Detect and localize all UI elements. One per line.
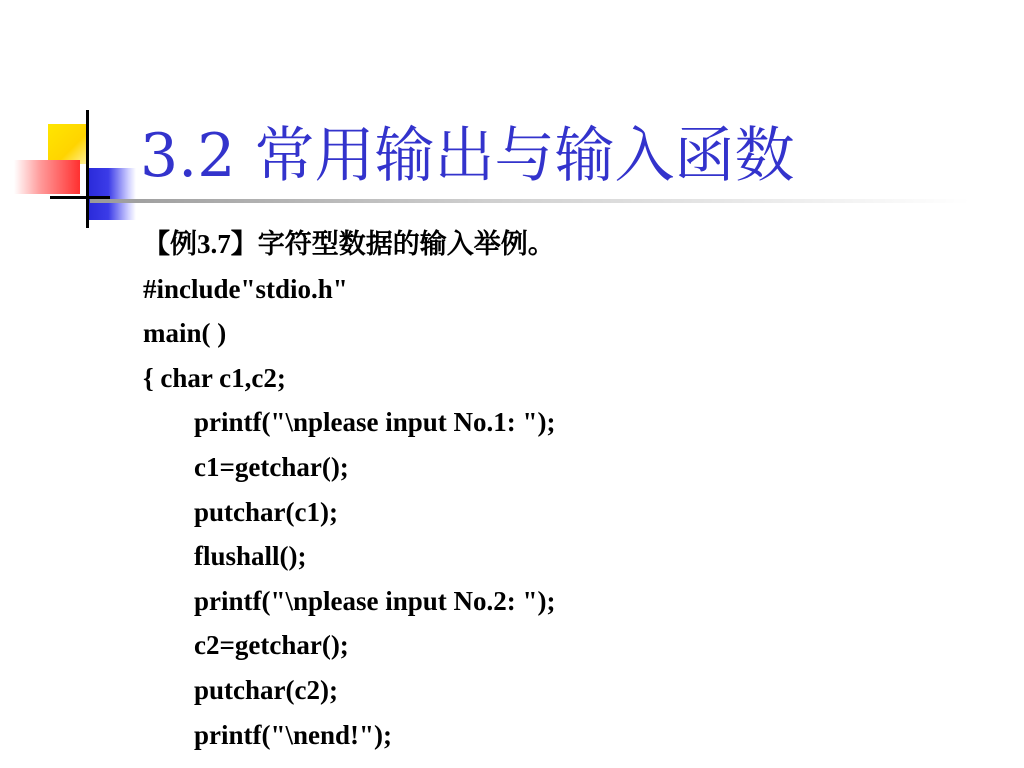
code-line-getchar-1: c1=getchar(); (194, 451, 349, 482)
decorative-blue-square (86, 168, 136, 220)
code-line-include: #include"stdio.h" (143, 273, 348, 304)
code-line-getchar-2: c2=getchar(); (194, 630, 349, 661)
code-line-putchar-2: putchar(c2); (194, 674, 338, 705)
code-line-printf-1: printf("\nplease input No.1: "); (194, 407, 556, 438)
slide-body (143, 222, 556, 757)
example-heading: 【例3.7】字符型数据的输入举例。 (143, 229, 555, 259)
decorative-yellow-square (48, 124, 88, 164)
decorative-red-bar (14, 160, 80, 194)
code-line-printf-end: printf("\nend!"); (194, 719, 392, 750)
code-line-putchar-1: putchar(c1); (194, 496, 338, 527)
code-line-declaration: { char c1,c2; (143, 362, 286, 393)
decorative-vertical-line (86, 110, 89, 228)
code-line-main: main( ) (143, 318, 227, 349)
code-line-printf-2: printf("\nplease input No.2: "); (194, 585, 556, 616)
page-title: 3.2 常用输出与输入函数 (140, 121, 795, 191)
title-underline (90, 199, 970, 203)
code-line-flushall: flushall(); (194, 541, 307, 572)
